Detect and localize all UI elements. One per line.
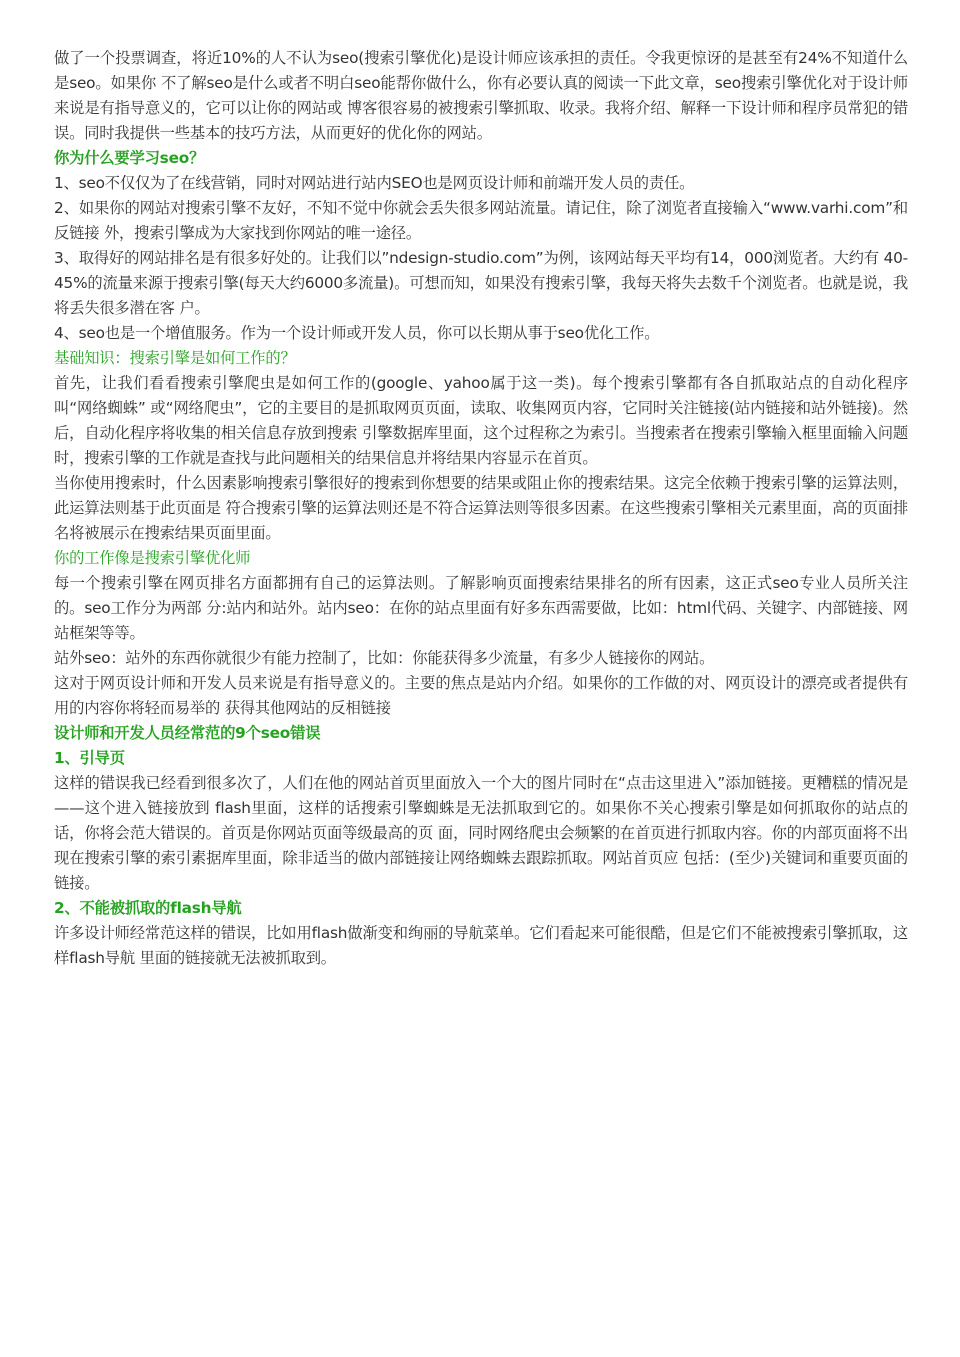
error-1-paragraph: 这样的错误我已经看到很多次了，人们在他的网站首页里面放入一个大的图片同时在“点击这里进入”添加链接。更糟糕的情况是——这个进入链接放到 flash里面，这样的话搜索引擎蜘蛛是无法抓取到它的。如果你不关心搜索引擎是如何抓取你的站点的话，你将会范大错误的。首页是你网站页面等级最高的页 面，同时网络爬虫会频繁的在首页进行抓取内容。你的内部页面将不出现在搜索引擎的索引素据库里面，除非适当的做内部链接让网络蜘蛛去跟踪抓取。网站首页应 包括：(至少)关键词和重要页面的链接。 <box>54 774 908 892</box>
basics-paragraph-2: 当你使用搜索时，什么因素影响搜索引擎很好的搜索到你想要的结果或阻止你的搜索结果。这完全依赖于搜索引擎的运算法则，此运算法则基于此页面是 符合搜索引擎的运算法则还是不符合运算法则等很多因素。在这些搜索引擎相关元素里面，高的页面排名将被展示在搜索结果页面里面。 <box>54 474 908 542</box>
error-2-paragraph: 许多设计师经常范这样的错误，比如用flash做渐变和绚丽的导航菜单。它们看起来可能很酷，但是它们不能被搜索引擎抓取，这样flash导航 里面的链接就无法被抓取到。 <box>54 924 908 967</box>
heading-error-2: 2、不能被抓取的flash导航 <box>54 899 242 917</box>
why-point-2: 2、如果你的网站对搜索引擎不友好，不知不觉中你就会丢失很多网站流量。请记住，除了浏览者直接输入“www.varhi.com”和反链接 外，搜索引擎成为大家找到你网站的唯一途径。 <box>54 199 908 242</box>
intro-paragraph: 做了一个投票调查，将近10%的人不认为seo(搜索引擎优化)是设计师应该承担的责任。令我更惊讶的是甚至有24%不知道什么是seo。如果你 不了解seo是什么或者不明白seo能帮你做什么，你有必要认真的阅读一下此文章，seo搜索引擎优化对于设计师来说是有指导意义的，它可以让你的网站或 博客很容易的被搜索引擎抓取、收录。我将介绍、解释一下设计师和程序员常犯的错误。同时我提供一些基本的技巧方法，从而更好的优化你的网站。 <box>54 49 908 142</box>
job-paragraph-3: 这对于网页设计师和开发人员来说是有指导意义的。主要的焦点是站内介绍。如果你的工作做的对、网页设计的漂亮或者提供有用的内容你将轻而易举的 获得其他网站的反相链接 <box>54 674 908 717</box>
heading-nine-errors: 设计师和开发人员经常范的9个seo错误 <box>54 724 321 742</box>
job-paragraph-1: 每一个搜索引擎在网页排名方面都拥有自己的运算法则。了解影响页面搜索结果排名的所有因素，这正式seo专业人员所关注的。seo工作分为两部 分:站内和站外。站内seo：在你的站点里面有好多东西需要做，比如：html代码、关键字、内部链接、网站框架等等。 <box>54 574 908 642</box>
basics-paragraph-1: 首先，让我们看看搜索引擎爬虫是如何工作的(google、yahoo属于这一类)。每个搜索引擎都有各自抓取站点的自动化程序叫“网络蜘蛛” 或“网络爬虫”，它的主要目的是抓取网页页面，读取、收集网页内容，它同时关注链接(站内链接和站外链接)。然后，自动化程序将收集的相关信息存放到搜索 引擎数据库里面，这个过程称之为索引。当搜索者在搜索引擎输入框里面输入问题时，搜索引擎的工作就是查找与此问题相关的结果信息并将结果内容显示在首页。 <box>54 374 908 467</box>
heading-your-job: 你的工作像是搜索引擎优化师 <box>54 549 251 567</box>
document-page <box>54 46 908 971</box>
job-paragraph-2: 站外seo：站外的东西你就很少有能力控制了，比如：你能获得多少流量，有多少人链接你的网站。 <box>54 649 715 667</box>
why-point-3: 3、取得好的网站排名是有很多好处的。让我们以”ndesign-studio.com”为例，该网站每天平均有14，000浏览者。大约有 40-45%的流量来源于搜索引擎(每天大约6000多流量)。可想而知，如果没有搜索引擎，我每天将失去数千个浏览者。也就是说，我将丢失很多潜在客 户。 <box>54 249 908 317</box>
heading-why-learn-seo: 你为什么要学习seo？ <box>54 149 205 167</box>
heading-error-1: 1、引导页 <box>54 749 125 767</box>
heading-basics: 基础知识：搜索引擎是如何工作的？ <box>54 349 296 367</box>
why-point-4: 4、seo也是一个增值服务。作为一个设计师或开发人员，你可以长期从事于seo优化工作。 <box>54 324 660 342</box>
why-point-1: 1、seo不仅仅为了在线营销，同时对网站进行站内SEO也是网页设计师和前端开发人员的责任。 <box>54 174 695 192</box>
